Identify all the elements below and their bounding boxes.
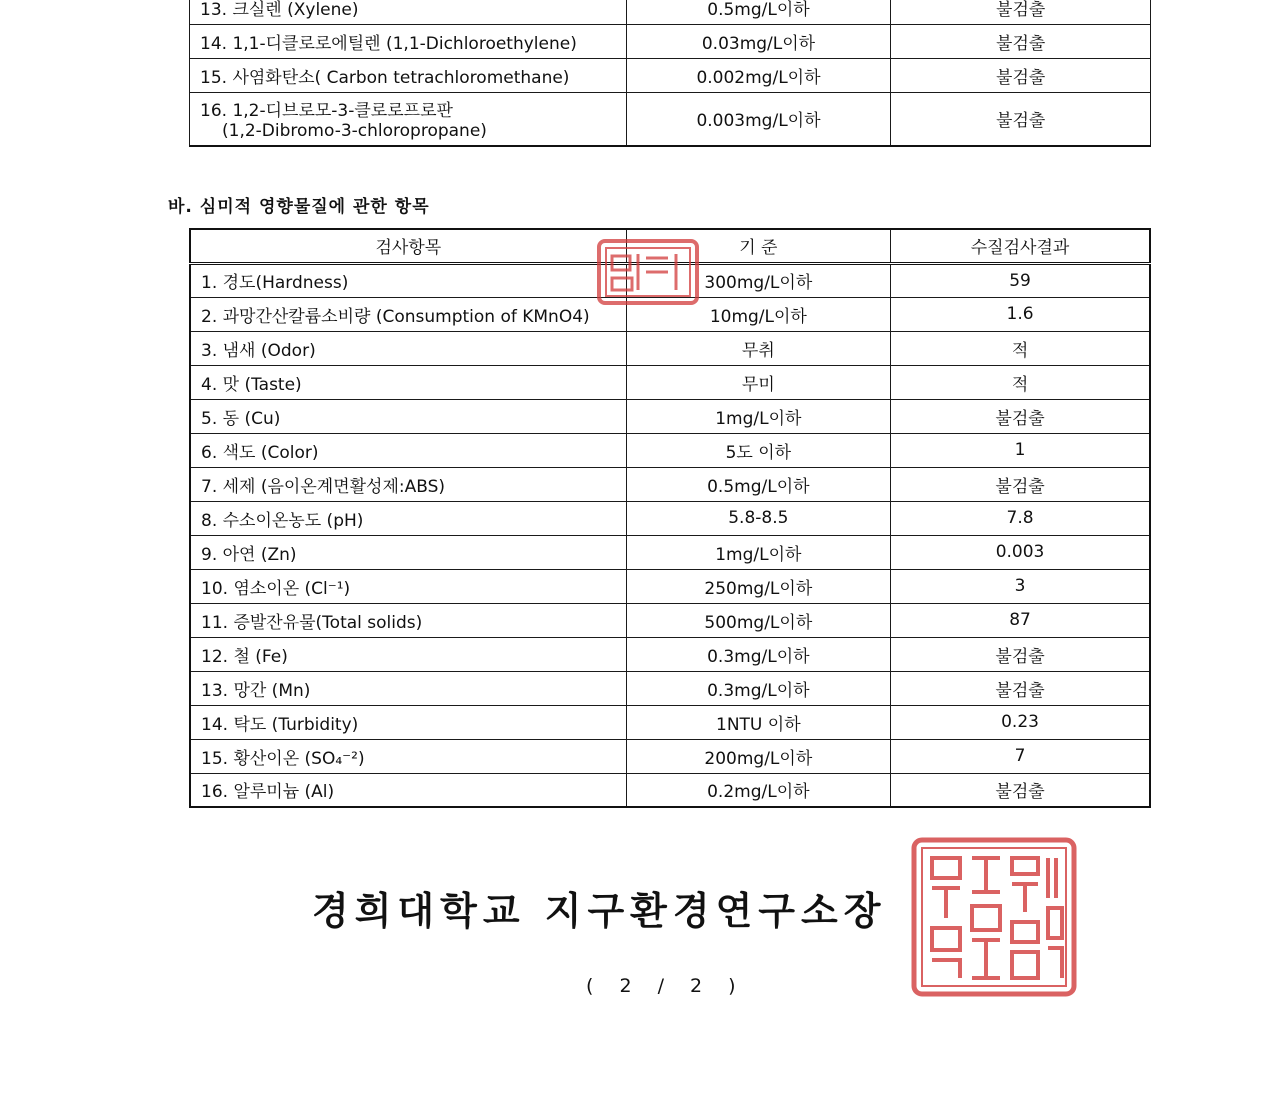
standard-cell: 0.2mg/L이하 xyxy=(626,773,890,807)
item-line-1: 16. 1,2-디브로모-3-클로로프로판 xyxy=(200,101,453,122)
result-cell: 0.23 xyxy=(891,705,1150,739)
item-cell: 14. 탁도 (Turbidity) xyxy=(190,705,626,739)
table-row xyxy=(190,399,1150,433)
result-cell: 불검출 xyxy=(891,637,1150,671)
table-row xyxy=(190,569,1150,603)
result-cell: 불검출 xyxy=(891,0,1151,25)
standard-cell: 300mg/L이하 xyxy=(626,263,890,297)
standard-cell: 1NTU 이하 xyxy=(626,705,890,739)
standard-cell: 1mg/L이하 xyxy=(626,535,890,569)
header-item: 검사항목 xyxy=(190,229,626,263)
item-cell: 3. 냄새 (Odor) xyxy=(190,331,626,365)
result-cell: 59 xyxy=(891,263,1150,297)
prior-results-table xyxy=(189,0,1151,147)
standard-cell: 5도 이하 xyxy=(626,433,890,467)
result-cell: 불검출 xyxy=(891,671,1150,705)
standard-cell: 무취 xyxy=(626,331,890,365)
result-cell: 적 xyxy=(891,331,1150,365)
item-cell: 13. 크실렌 (Xylene) xyxy=(190,0,627,25)
table-row xyxy=(190,501,1150,535)
section-title: 바. 심미적 영향물질에 관한 항목 xyxy=(168,197,430,217)
standard-cell: 5.8-8.5 xyxy=(626,501,890,535)
standard-cell: 0.5mg/L이하 xyxy=(626,467,890,501)
result-cell: 불검출 xyxy=(891,25,1151,59)
item-cell: 7. 세제 (음이온계면활성제:ABS) xyxy=(190,467,626,501)
table-row xyxy=(190,433,1150,467)
table-row xyxy=(190,739,1150,773)
result-cell: 불검출 xyxy=(891,399,1150,433)
item-cell: 1. 경도(Hardness) xyxy=(190,263,626,297)
result-cell: 7 xyxy=(891,739,1150,773)
item-cell: 12. 철 (Fe) xyxy=(190,637,626,671)
standard-cell: 500mg/L이하 xyxy=(626,603,890,637)
item-cell xyxy=(190,93,627,146)
standard-cell: 0.5mg/L이하 xyxy=(626,0,891,25)
standard-cell: 250mg/L이하 xyxy=(626,569,890,603)
table-row xyxy=(190,0,1151,25)
result-cell: 0.003 xyxy=(891,535,1150,569)
result-cell: 적 xyxy=(891,365,1150,399)
standard-cell: 0.03mg/L이하 xyxy=(626,25,891,59)
table-body xyxy=(190,263,1150,807)
official-seal-large xyxy=(910,836,1078,998)
item-cell: 10. 염소이온 (Cl⁻¹) xyxy=(190,569,626,603)
table-row xyxy=(190,671,1150,705)
item-cell: 13. 망간 (Mn) xyxy=(190,671,626,705)
item-cell: 8. 수소이온농도 (pH) xyxy=(190,501,626,535)
standard-cell: 0.3mg/L이하 xyxy=(626,671,890,705)
result-cell: 1 xyxy=(891,433,1150,467)
item-line-2: (1,2-Dibromo-3-chloropropane) xyxy=(222,121,487,142)
table-row xyxy=(190,331,1150,365)
table-row xyxy=(190,637,1150,671)
result-cell: 불검출 xyxy=(891,59,1151,93)
table-row xyxy=(190,365,1150,399)
page-number: ( 2 / 2 ) xyxy=(586,975,746,997)
result-cell: 불검출 xyxy=(891,93,1151,146)
standard-cell: 0.003mg/L이하 xyxy=(626,93,891,146)
header-standard: 기 준 xyxy=(626,229,890,263)
item-cell: 15. 황산이온 (SO₄⁻²) xyxy=(190,739,626,773)
table-row xyxy=(190,773,1150,807)
header-result: 수질검사결과 xyxy=(891,229,1150,263)
result-cell: 불검출 xyxy=(891,773,1150,807)
table-row xyxy=(190,25,1151,59)
institution-name: 경희대학교 지구환경연구소장 xyxy=(312,888,887,933)
standard-cell: 0.3mg/L이하 xyxy=(626,637,890,671)
item-cell: 15. 사염화탄소( Carbon tetrachloromethane) xyxy=(190,59,627,93)
result-cell: 3 xyxy=(891,569,1150,603)
item-cell: 5. 동 (Cu) xyxy=(190,399,626,433)
table-row xyxy=(190,535,1150,569)
item-cell: 6. 색도 (Color) xyxy=(190,433,626,467)
item-cell: 9. 아연 (Zn) xyxy=(190,535,626,569)
standard-cell: 200mg/L이하 xyxy=(626,739,890,773)
result-cell: 87 xyxy=(891,603,1150,637)
table-row xyxy=(190,705,1150,739)
item-cell: 4. 맛 (Taste) xyxy=(190,365,626,399)
standard-cell: 1mg/L이하 xyxy=(626,399,890,433)
table-row xyxy=(190,59,1151,93)
result-cell: 7.8 xyxy=(891,501,1150,535)
standard-cell: 무미 xyxy=(626,365,890,399)
item-cell: 11. 증발잔유물(Total solids) xyxy=(190,603,626,637)
item-cell: 16. 알루미늄 (Al) xyxy=(190,773,626,807)
aesthetic-items-table xyxy=(189,228,1151,808)
table-row xyxy=(190,467,1150,501)
table-row xyxy=(190,93,1151,146)
table-row xyxy=(190,603,1150,637)
standard-cell: 10mg/L이하 xyxy=(626,297,890,331)
official-seal-small xyxy=(596,238,700,306)
standard-cell: 0.002mg/L이하 xyxy=(626,59,891,93)
result-cell: 불검출 xyxy=(891,467,1150,501)
result-cell: 1.6 xyxy=(891,297,1150,331)
item-cell: 14. 1,1-디클로로에틸렌 (1,1-Dichloroethylene) xyxy=(190,25,627,59)
item-cell: 2. 과망간산칼륨소비량 (Consumption of KMnO4) xyxy=(190,297,626,331)
